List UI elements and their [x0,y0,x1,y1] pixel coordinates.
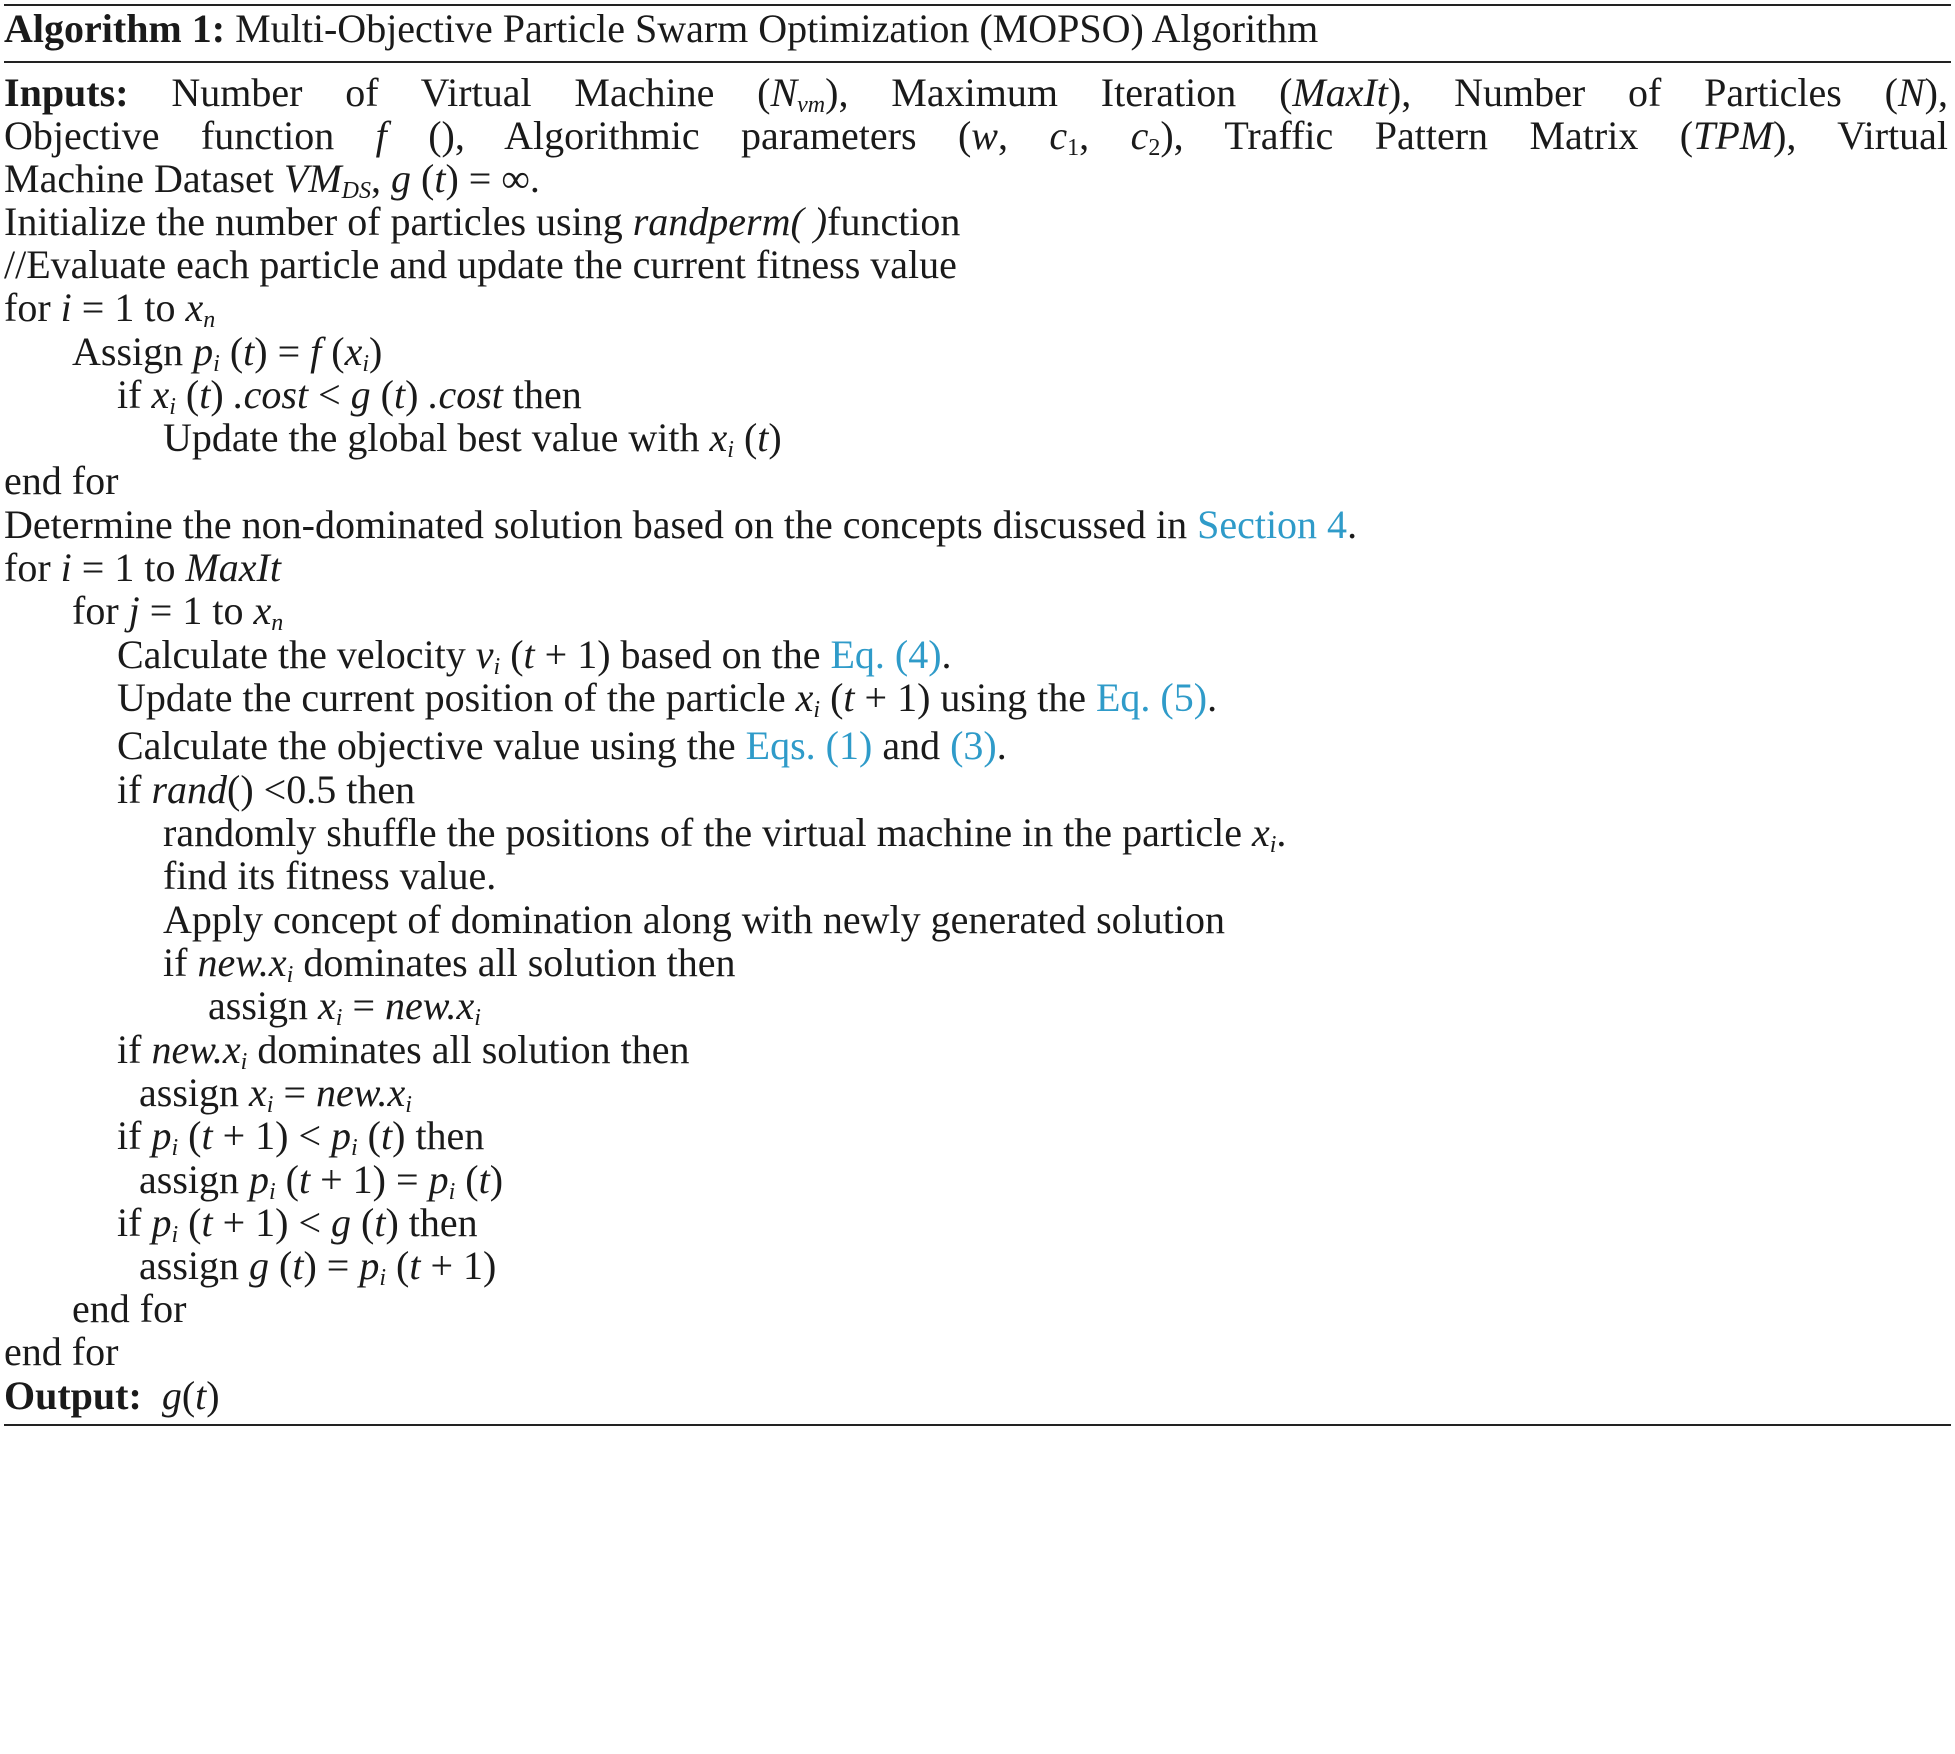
step-text: Update the current position of the particle [117,675,796,720]
math-symbol: .cost [233,372,309,417]
math-symbol: t [523,632,535,677]
math-symbol: x [185,285,204,330]
math-symbol: x [709,415,728,460]
eq-4-link[interactable]: Eq. (4) [830,632,942,677]
inputs-text: ), Traffic Pattern Matrix ( [1160,113,1694,158]
math-symbol: w [971,113,998,158]
math-subscript: i [269,1179,276,1205]
step-text: () <0.5 then [227,767,416,812]
inputs-text: , [997,113,1050,158]
step-text: if [117,1113,152,1158]
step-text: for [72,588,129,633]
step-text: if [163,940,198,985]
step-text: function [827,199,961,244]
step-text: Calculate the velocity [117,632,476,677]
step-text: ( [219,329,244,374]
step-text: ( [357,1113,381,1158]
math-symbol: t [381,1113,393,1158]
step-text: dominates all solution then [293,940,736,985]
math-symbol: i [60,285,72,330]
step-text: ) then [392,1113,485,1158]
math-symbol: VM [283,156,342,201]
step-text: end for [72,1286,187,1331]
step-text: ( [269,1243,293,1288]
step-text: randomly shuffle the positions of the virtual machine in the particle [163,810,1252,855]
inputs-text: ( [411,156,435,201]
title-text: Multi-Objective Particle Swarm Optimization (MOPSO) Algorithm [235,6,1319,51]
math-subscript: i [813,697,821,723]
math-subscript: i [474,1005,481,1031]
inputs-text: ), Maximum Iteration ( [825,70,1293,115]
math-symbol: g [350,372,371,417]
math-symbol: MaxIt [185,545,281,590]
math-symbol: j [128,588,140,633]
eq-3-link[interactable]: (3) [950,723,997,768]
step-text: . [941,632,952,677]
math-symbol: t [843,675,855,720]
math-symbol: t [199,372,211,417]
title-label: Algorithm 1: [4,6,226,51]
math-symbol: f [310,329,322,374]
math-subscript: i [171,1135,179,1161]
math-symbol: c [1130,113,1149,158]
step-text: ( [181,1373,196,1418]
math-subscript: i [351,1135,358,1161]
math-subscript: n [203,307,216,333]
step-text: assign [139,1243,249,1288]
inputs-text: , [1079,113,1131,158]
step-text: Initialize the number of particles using [4,199,633,244]
math-symbol: t [292,1243,304,1288]
math-symbol: p [193,329,214,374]
step-text: if [117,1027,152,1072]
math-subscript: i [493,654,501,680]
step-text: dominates all solution then [247,1027,690,1072]
math-symbol: t [434,156,446,201]
math-subscript: i [1269,832,1277,858]
step-text: = [273,1070,316,1115]
step-text: if [117,372,152,417]
math-symbol: x [249,1070,267,1115]
step-text: ) [768,415,782,460]
step-text: ( [275,1157,299,1202]
step-text: Determine the non-dominated solution based on the concepts discussed in [4,502,1198,547]
inputs-text: ), Virtual [1773,113,1949,158]
step-text: assign [139,1157,249,1202]
step-text: < [308,372,351,417]
step-text: ( [351,1200,375,1245]
math-subscript: i [169,394,176,420]
math-symbol: t [478,1157,490,1202]
step-text: ) = [303,1243,360,1288]
math-symbol: new.x [197,940,287,985]
math-symbol: x [318,983,336,1028]
step-text: ( [386,1243,410,1288]
step-text: ( [455,1157,479,1202]
step-text: ( [370,372,394,417]
step-text: end for [4,1329,119,1374]
step-text: Assign [72,329,194,374]
step-text: = [342,983,385,1028]
math-subscript: i [448,1179,456,1205]
step-text: then [502,372,582,417]
math-subscript: 2 [1148,135,1161,161]
math-symbol: g [331,1200,351,1245]
step-text: and [872,723,951,768]
math-subscript: i [286,962,294,988]
math-subscript: vm [797,92,826,118]
section-4-link[interactable]: Section 4 [1197,502,1348,547]
header-rule [4,61,1951,63]
math-symbol: .cost [428,372,503,417]
math-symbol: t [374,1200,386,1245]
inputs-text: Number of Virtual Machine ( [171,70,771,115]
step-text: + 1) based on the [534,632,831,677]
math-symbol: p [428,1157,449,1202]
math-symbol: TPM [1693,113,1774,158]
math-symbol: g [391,156,411,201]
math-symbol: MaxIt [1292,70,1388,115]
math-symbol: v [475,632,494,677]
step-text: . [1347,502,1358,547]
step-text: if [117,767,152,812]
step-text: //Evaluate each particle and update the current fitness value [4,242,957,287]
math-subscript: DS [341,178,371,204]
step-text: for [4,285,61,330]
inputs-text: Machine Dataset [4,156,284,201]
step-text: ) then [385,1200,478,1245]
math-symbol: f [375,113,387,158]
math-symbol: x [344,329,363,374]
inputs-text: ), Number of Particles ( [1387,70,1898,115]
step-text: + 1) using the [854,675,1096,720]
inputs-text: Objective function [4,113,376,158]
math-symbol: t [243,329,255,374]
step-text: ) [369,329,383,374]
step-text: ( [820,675,844,720]
math-subscript: i [240,1049,248,1075]
step-text: Calculate the objective value using the [117,723,746,768]
step-text: + 1) = [310,1157,429,1202]
math-subscript: i [266,1092,274,1118]
step-text: = 1 to [139,588,254,633]
math-symbol: randperm( ) [632,199,828,244]
math-subscript: i [379,1265,387,1291]
math-symbol: t [201,1113,213,1158]
step-text: ) = [254,329,311,374]
math-symbol: x [795,675,814,720]
math-symbol: t [393,372,406,417]
math-symbol: x [151,372,170,417]
math-symbol: c [1049,113,1068,158]
step-text: = 1 to [71,545,186,590]
math-symbol: t [757,415,769,460]
math-subscript: i [213,351,220,377]
output-line [4,1369,1948,1423]
step-text: ( [178,1200,202,1245]
math-symbol: N [1897,70,1925,115]
math-symbol: N [770,70,798,115]
math-subscript: i [405,1092,412,1118]
math-symbol: g [161,1373,182,1418]
algorithm-title [4,2,1948,56]
eq-1-link[interactable]: Eqs. (1) [745,723,873,768]
math-subscript: 1 [1067,135,1080,161]
math-symbol: t [409,1243,421,1288]
math-subscript: n [271,610,284,636]
step-text: for [4,545,61,590]
step-text: if [117,1200,152,1245]
step-text: = 1 to [71,285,186,330]
math-symbol: t [195,1373,207,1418]
eq-5-link[interactable]: Eq. (5) [1095,675,1208,720]
math-symbol: p [331,1113,351,1158]
math-symbol: t [299,1157,311,1202]
step-text: find its fitness value. [163,853,497,898]
step-text: ( [733,415,758,460]
math-symbol: p [249,1157,269,1202]
inputs-text: ), [1924,70,1948,115]
step-text: + 1) < [212,1200,331,1245]
output-label: Output: [4,1373,142,1418]
step-text: end for [4,458,119,503]
step-text: + 1) < [212,1113,331,1158]
step-text: ) [489,1157,504,1202]
math-subscript: i [335,1005,343,1031]
step-text: . [1276,810,1287,855]
step-text: ( [321,329,345,374]
math-symbol: t [201,1200,213,1245]
math-symbol: p [151,1200,172,1245]
step-text: Update the global best value with [163,415,710,460]
inputs-label: Inputs: [4,70,129,115]
step-text: ) [405,372,429,417]
math-symbol: p [359,1243,380,1288]
math-subscript: i [727,437,734,463]
step-text: + 1) [420,1243,497,1288]
step-text: ) [210,372,234,417]
step-text: Apply concept of domination along with newly generated solution [163,897,1225,942]
math-symbol: i [60,545,72,590]
math-symbol: p [151,1113,172,1158]
step-text: ( [500,632,524,677]
math-symbol: x [253,588,272,633]
step-text: . [1207,675,1218,720]
math-symbol: x [1251,810,1270,855]
math-symbol: rand [151,767,228,812]
step-text: assign [139,1070,249,1115]
inputs-text: (), Algorithmic parameters ( [386,113,972,158]
inputs-text: , [371,156,391,201]
step-text: ( [175,372,200,417]
inputs-text: ) = ∞. [445,156,540,201]
step-text: ) [206,1373,220,1418]
math-subscript: i [362,351,370,377]
math-symbol: new.x [316,1070,406,1115]
step-text: . [996,723,1007,768]
math-symbol: g [249,1243,269,1288]
step-text: ( [178,1113,202,1158]
math-symbol: new.x [385,983,475,1028]
math-subscript: i [171,1222,179,1248]
bottom-rule [4,1424,1951,1426]
step-text: assign [208,983,318,1028]
math-symbol: new.x [151,1027,241,1072]
